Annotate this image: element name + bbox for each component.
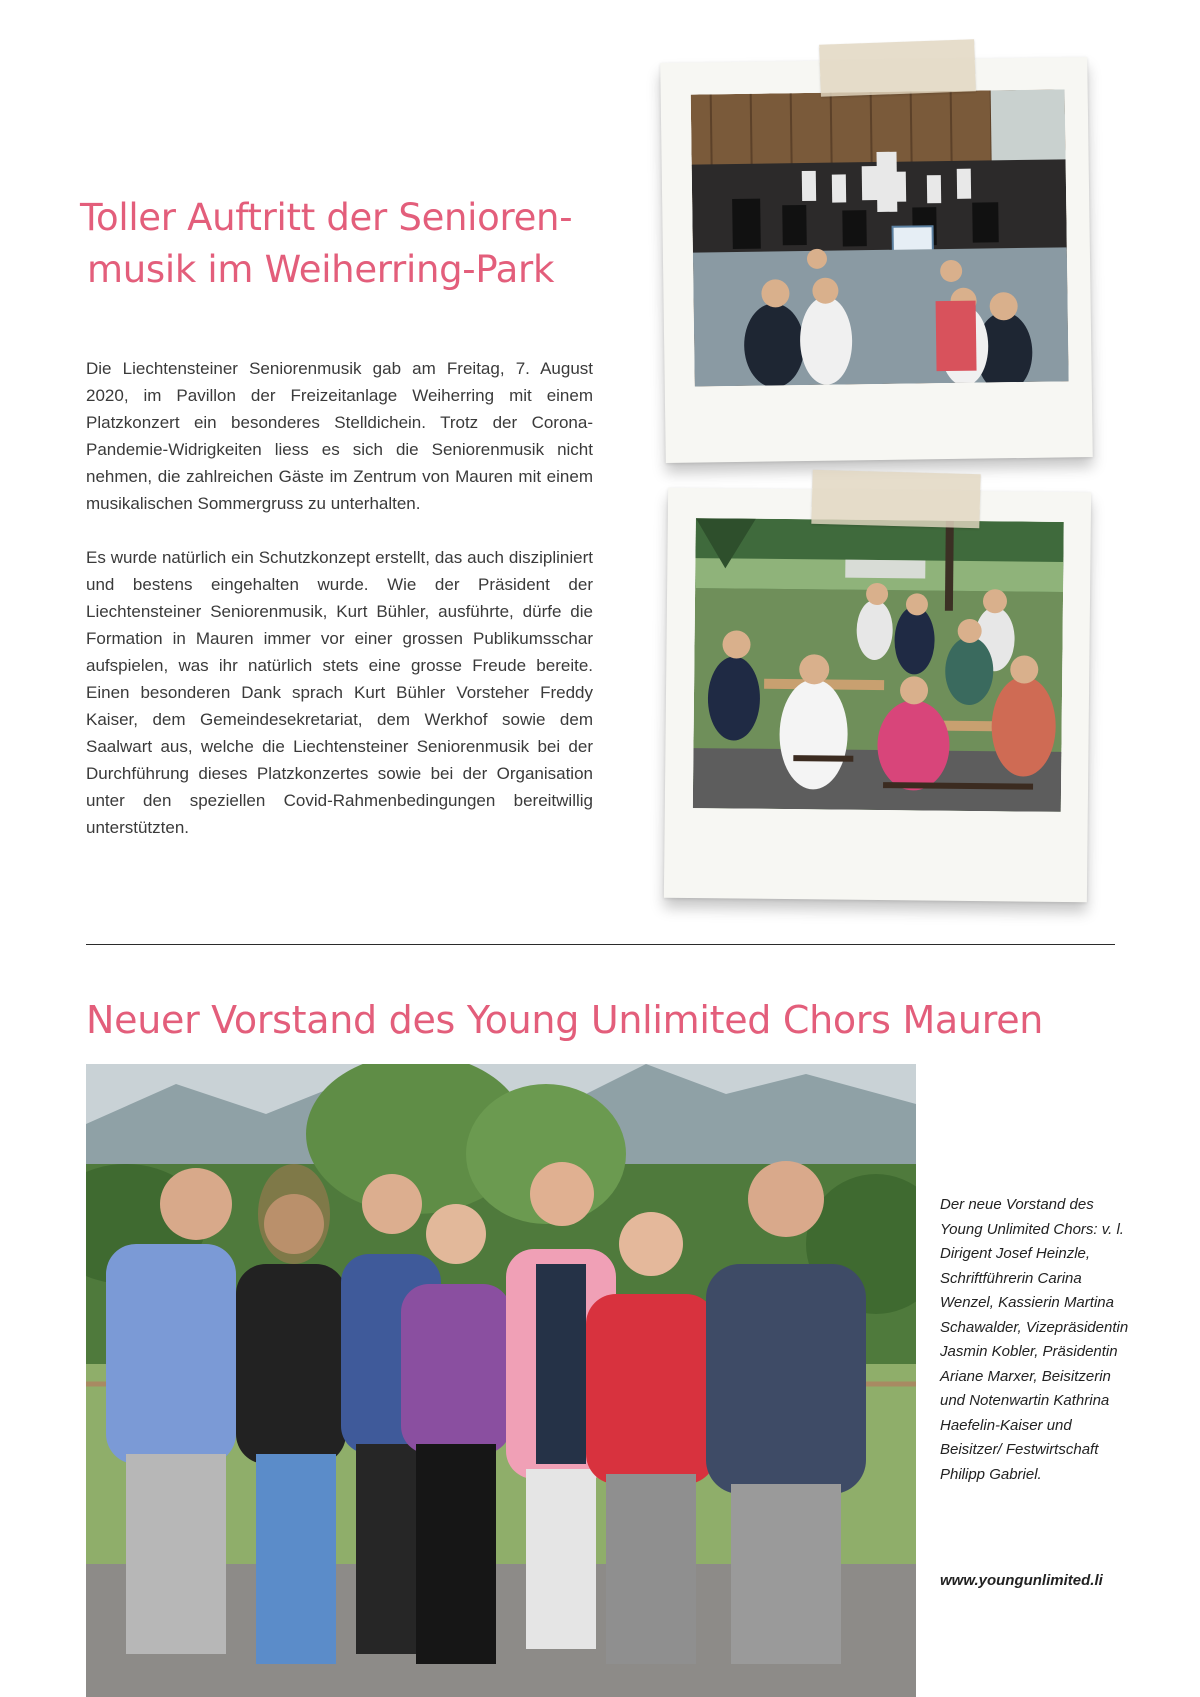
photo-caption-text: Der neue Vorstand des Young Unlimited Chors: v. l. Dirigent Josef Heinzle, Schriftführerin Carina Wenzel, Kassierin Martina Schawalder, Vizepräsidentin Jasmin Kobler, Präsidentin Ariane Marxer, Beisitzerin und Notenwartin Kathrina Haefelin-Kaiser und Beisitzer/ Festwirtschaft Philipp Gabriel.	[940, 1196, 1129, 1483]
article-1-title-line-1: Toller Auftritt der Senioren-	[80, 196, 573, 239]
website-link[interactable]: www.youngunlimited.li	[940, 1572, 1103, 1589]
tape-decoration	[819, 39, 976, 96]
tape-decoration	[811, 470, 980, 528]
section-divider	[86, 944, 1115, 945]
article-1-body	[86, 355, 593, 868]
article-1-paragraph-1: Die Liechtensteiner Seniorenmusik gab am Freitag, 7. August 2020, im Pavillon der Freizeitanlage Weiherring mit einem Platzkonzert ein besonderes Stelldichein. Trotz der Corona-Pandemie-Widrigkeiten liess es sich die Seniorenmusik nicht nehmen, die zahlreichen Gäste im Zentrum von Mauren mit einem musikalischen Sommergruss zu unterhalten.	[86, 359, 593, 513]
article-2-title: Neuer Vorstand des Young Unlimited Chors Mauren	[86, 998, 1044, 1042]
article-1-paragraph-2: Es wurde natürlich ein Schutzkonzept erstellt, das auch diszipliniert und bestens eingehalten wurde. Wie der Präsident der Liechtensteiner Seniorenmusik, Kurt Bühler, ausführte, dürfe die Formation in Mauren immer vor einer grossen Publikumsschar aufspielen, was ihr natürlich stets eine grosse Freude bereite. Einen besonderen Dank sprach Kurt Bühler Vorsteher Freddy Kaiser, dem Gemeindesekretariat, dem Werkhof sowie dem Saalwart aus, welche die Liechtensteiner Seniorenmusik bei der Durchführung dieses Platzkonzertes sowie bei der Organisation unter den speziellen Covid-Rahmenbedingungen bereitwillig unterstützten.	[86, 548, 593, 837]
photo-caption	[940, 1193, 1130, 1487]
concert-photo-illustration	[691, 89, 1069, 386]
article-1-title	[80, 192, 600, 296]
audience-photo	[693, 518, 1064, 812]
choir-board-photo-illustration	[86, 1064, 916, 1697]
choir-board-photo	[86, 1064, 916, 1697]
polaroid-frame-audience	[664, 488, 1091, 902]
article-1-title-line-2: musik im Weiherring-Park	[87, 248, 555, 291]
polaroid-frame-concert	[660, 57, 1093, 463]
concert-photo	[691, 89, 1069, 386]
audience-photo-illustration	[693, 518, 1064, 812]
